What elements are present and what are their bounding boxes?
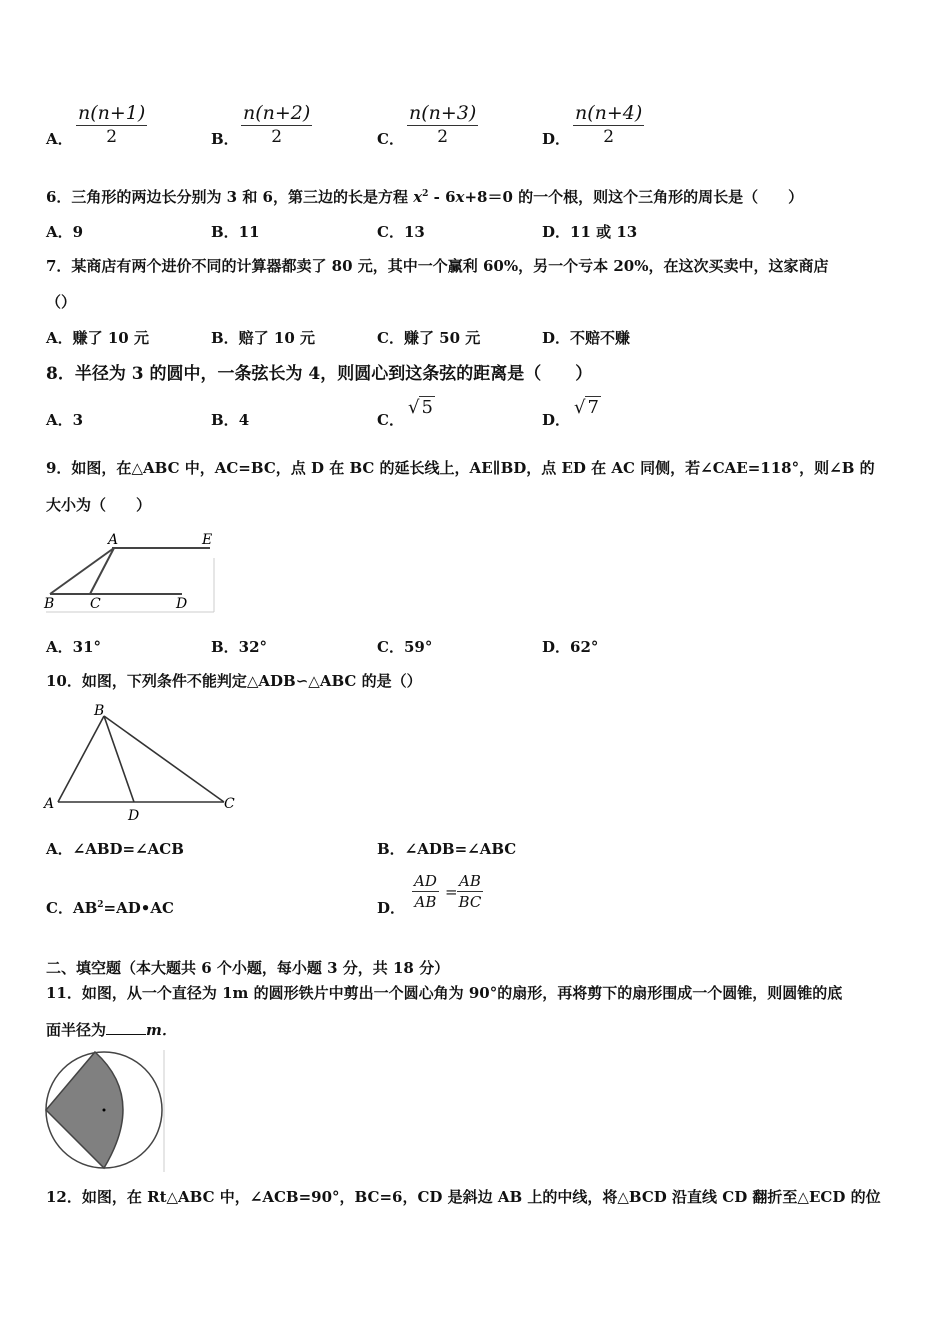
fraction-denominator: BC — [458, 893, 482, 911]
q11-stem-line2 — [46, 1019, 177, 1040]
q6-option-c: C．13 — [377, 223, 425, 241]
q10-option-b: B．∠ADB=∠ABC — [377, 840, 517, 858]
answer-blank[interactable] — [106, 1034, 146, 1035]
q5-option-d-fraction — [573, 102, 644, 147]
label-b: B — [44, 596, 55, 612]
sector — [46, 1052, 123, 1168]
q10-figure — [42, 700, 242, 826]
q7-stem-line1: 7．某商店有两个进价不同的计算器都卖了 80 元，其中一个赢利 60%，另一个亏本 20%，在这次买卖中，这家商店 — [46, 257, 829, 275]
q10-stem: 10．如图，下列条件不能判定△ADB∽△ABC 的是（） — [46, 672, 422, 690]
segment-ab — [58, 716, 104, 802]
fraction-numerator: AB — [459, 872, 481, 890]
q6-stem — [46, 186, 803, 207]
q5-option-a-fraction — [76, 102, 147, 147]
q10-option-d-fraction-1 — [412, 872, 439, 911]
q7-option-a: A．赚了 10 元 — [46, 329, 149, 347]
fraction-bar — [76, 125, 147, 126]
fraction-denominator: 2 — [437, 127, 449, 147]
q6-option-b: B．11 — [211, 223, 260, 241]
q8-option-d-radicand: 7 — [587, 397, 599, 418]
segment-ab — [50, 548, 114, 594]
label-e: E — [202, 532, 213, 548]
fraction-bar — [412, 891, 439, 892]
label-a: A — [108, 532, 119, 548]
fraction-numerator: n(n+1) — [78, 102, 146, 124]
q5-option-c-letter: C． — [377, 130, 404, 148]
fraction-denominator: AB — [414, 893, 437, 911]
q6-text-f: +8＝0 的一个根，则这个三角形的周长是（ ） — [464, 188, 804, 206]
q9-stem-line2: 大小为（ ） — [46, 496, 152, 514]
q12-stem: 12．如图，在 Rt△ABC 中，∠ACB=90°，BC=6，CD 是斜边 AB 上的中线，将△BCD 沿直线 CD 翻折至△ECD 的位 — [46, 1188, 881, 1206]
q8-option-a — [46, 409, 83, 430]
q10-option-c-exponent: 2 — [97, 900, 104, 910]
fraction-bar — [573, 125, 644, 126]
q11-text: 面半径为 — [46, 1021, 107, 1039]
q6-var-x2: x — [455, 188, 465, 206]
q8-option-c-radicand: 5 — [421, 397, 433, 418]
q5-option-c-fraction — [407, 102, 478, 147]
q5-option-b-fraction — [241, 102, 312, 147]
q6-exponent: 2 — [422, 189, 429, 199]
fraction-denominator: 2 — [271, 127, 283, 147]
q8-option-b-letter: B． — [211, 411, 239, 429]
q11-unit: m． — [146, 1021, 177, 1039]
q11-stem-line1: 11．如图，从一个直径为 1m 的圆形铁片中剪出一个圆心角为 90°的扇形，再将剪下的扇形围成一个圆锥，则圆锥的底 — [46, 984, 843, 1002]
fraction-denominator: 2 — [106, 127, 118, 147]
q6-option-a: A．9 — [46, 223, 84, 241]
q10-option-c-rest: =AD•AC — [103, 899, 174, 917]
fraction-bar — [407, 125, 478, 126]
segment-bd — [104, 716, 134, 802]
q8-stem: 8．半径为 3 的圆中，一条弦长为 4，则圆心到这条弦的距离是（ ） — [46, 364, 593, 384]
q7-option-d: D．不赔不赚 — [542, 329, 631, 347]
q9-option-b: B．32° — [211, 638, 268, 656]
q7-stem-line2: （） — [46, 293, 77, 311]
fraction-numerator: n(n+4) — [575, 102, 643, 124]
fraction-bar — [241, 125, 312, 126]
center-point — [103, 1109, 106, 1112]
q7-option-c: C．赚了 50 元 — [377, 329, 481, 347]
fraction-denominator: 2 — [603, 127, 615, 147]
label-d: D — [176, 596, 188, 612]
q10-option-d-equals: = — [445, 883, 458, 901]
q9-option-c: C．59° — [377, 638, 433, 656]
segment-bc — [104, 716, 224, 802]
label-c: C — [90, 596, 101, 612]
q5-option-d-letter: D． — [542, 130, 571, 148]
q5-option-b-letter: B． — [211, 130, 239, 148]
segment-ac — [90, 548, 114, 594]
q8-option-a-letter: A． — [46, 411, 73, 429]
q5-option-a-letter: A． — [46, 130, 73, 148]
q6-text-d: - 6 — [428, 188, 456, 206]
q6-var-x: x — [413, 188, 423, 206]
label-d: D — [128, 808, 140, 824]
fraction-numerator: n(n+2) — [243, 102, 311, 124]
q10-option-c — [46, 897, 174, 918]
q8-option-d-sqrt: √ 7 — [574, 397, 599, 418]
q10-option-a: A．∠ABD=∠ACB — [46, 840, 184, 858]
q10-option-d-fraction-2 — [457, 872, 483, 911]
fraction-numerator: AD — [414, 872, 437, 890]
q9-option-a: A．31° — [46, 638, 102, 656]
label-c: C — [224, 796, 235, 812]
q8-option-a-value: 3 — [72, 411, 84, 429]
q9-option-d: D．62° — [542, 638, 599, 656]
q6-option-d: D．11 或 13 — [542, 223, 638, 241]
label-a: A — [44, 796, 55, 812]
q9-stem-line1: 9．如图，在△ABC 中，AC=BC，点 D 在 BC 的延长线上，AE∥BD，点 ED 在 AC 同侧，若∠CAE=118°，则∠B 的 — [46, 459, 875, 477]
q8-option-c-sqrt: √ 5 — [408, 397, 433, 418]
q9-figure — [42, 528, 218, 614]
q10-option-d-letter: D． — [377, 899, 406, 917]
q8-option-d-letter: D． — [542, 411, 571, 429]
q8-option-c-letter: C． — [377, 411, 404, 429]
section-title: 二、填空题（本大题共 6 个小题，每小题 3 分，共 18 分） — [46, 959, 450, 977]
q7-option-b: B．赔了 10 元 — [211, 329, 315, 347]
fraction-numerator: n(n+3) — [409, 102, 477, 124]
q8-option-b-value: 4 — [238, 411, 250, 429]
q8-option-b — [211, 409, 249, 430]
q10-option-c-text: C．AB — [46, 899, 98, 917]
q6-text-a: 6．三角形的两边长分别为 3 和 6，第三边的长是方程 — [46, 188, 414, 206]
fraction-bar — [457, 891, 483, 892]
label-b: B — [94, 703, 105, 719]
q11-figure — [42, 1048, 168, 1174]
